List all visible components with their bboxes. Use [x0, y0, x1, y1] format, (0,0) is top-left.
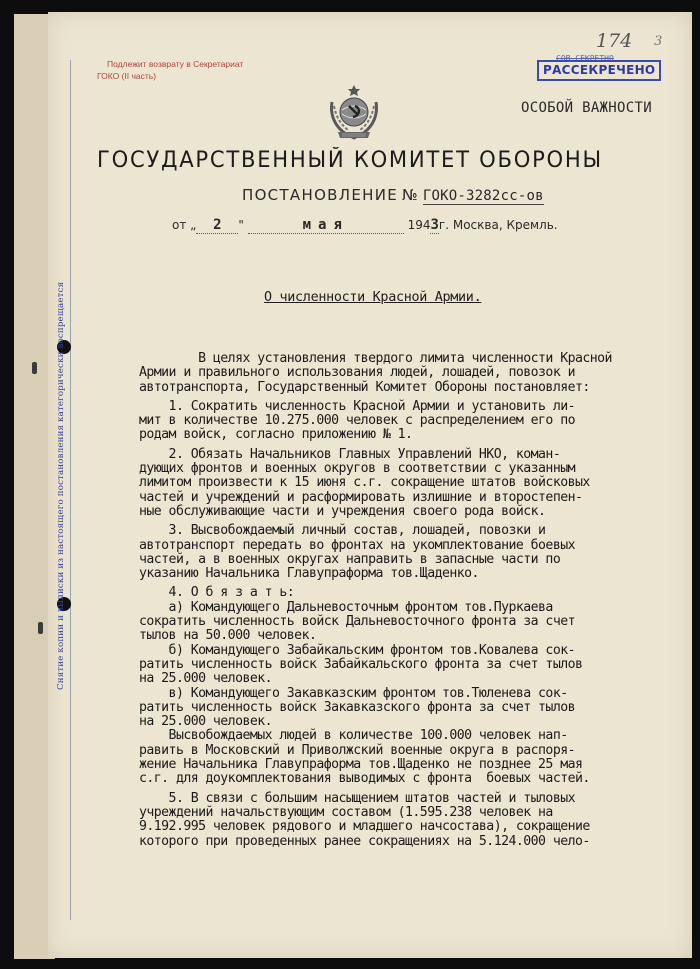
margin-line [70, 60, 71, 920]
return-note [97, 58, 243, 82]
body-line: на 25.000 человек. [139, 714, 273, 730]
struck-secrecy-stamp: СОВ.СЕКРЕТНО [556, 54, 614, 63]
date-prefix: от [172, 218, 187, 232]
body-line: которого при проведенных ранее сокращениях на 5.124.000 чело- [139, 833, 590, 849]
year-digit: 3 [430, 217, 439, 233]
body-line: а) Командующего Дальневосточным фронтом тов.Пуркаева [139, 599, 553, 615]
body-line: лимитом произвести к 15 июня с.г. сокращение штатов войсковых [139, 475, 590, 491]
body-line: мит в количестве 10.275.000 человек с распределением его по [139, 413, 575, 429]
body-line: 2. Обязать Начальников Главных Управлений НКО, коман- [139, 446, 561, 462]
date-line [172, 217, 558, 234]
archive-page-mark: 3 [654, 34, 663, 49]
open-quote: „ [190, 218, 197, 232]
body-line: 3. Высвобождаемый личный состав, лошадей, повозки и [139, 523, 546, 539]
decree-number: ГОКО-3282сс-ов [422, 188, 544, 204]
binding-clip [32, 362, 37, 374]
return-note-line: Подлежит возврату в Секретариат [107, 59, 244, 69]
body-line: автотранспорта, Государственный Комитет Обороны постановляет: [139, 379, 590, 395]
body-line: В целях установления твердого лимита численности Красной [139, 351, 612, 366]
decree-subject: О численности Красной Армии. [264, 290, 482, 305]
body-line: жение Начальника Главупраформа тов.Щаденко не позднее 25 мая [139, 757, 583, 773]
state-emblem-icon [324, 80, 384, 142]
declassified-stamp: РАССЕКРЕЧЕНО [537, 60, 661, 81]
body-line: Высвобождаемых людей в количестве 100.000 человек нап- [139, 728, 568, 744]
body-line: сократить численность войск Дальневосточного фронта за счет [139, 614, 575, 630]
importance-label: ОСОБОЙ ВАЖНОСТИ [521, 100, 652, 116]
body-line: 4. О б я з а т ь: [139, 585, 295, 601]
body-line: автотранспорт передать во фронтах на укомплектование боевых [139, 537, 575, 553]
body-line: родам войск, согласно приложению № 1. [139, 427, 413, 443]
body-line: учреждений начальствующим составом (1.595.238 человек на [139, 804, 553, 820]
body-line: частей, а в военных округах направить в запасные части по [139, 551, 561, 567]
body-line: в) Командующего Закавказским фронтом тов.Тюленева сок- [139, 685, 568, 701]
body-line: 5. В связи с большим насыщением штатов частей и тыловых [139, 790, 575, 806]
copy-prohibition-note: Снятие копии и выписки из настоящего постановления категорически воспрещается [56, 281, 66, 690]
number-sign: № [402, 186, 419, 204]
body-line: на 25.000 человек. [139, 671, 273, 687]
year-prefix: 194 [407, 218, 431, 232]
decree-label: ПОСТАНОВЛЕНИЕ [242, 186, 398, 204]
committee-title: ГОСУДАРСТВЕННЫЙ КОМИТЕТ ОБОРОНЫ [97, 148, 603, 173]
body-line: Армии и правильного использования людей, лошадей, повозок и [139, 365, 575, 381]
body-line: ратить численность войск Забайкальского фронта за счет тылов [139, 656, 583, 672]
decree-header [242, 186, 544, 204]
date-suffix: г. Москва, Кремль. [438, 218, 558, 232]
body-line: тылов на 50.000 человек. [139, 628, 317, 644]
body-line: частей и учреждений и расформировать излишние и второстепен- [139, 489, 583, 505]
body-line: дующих фронтов и военных округов в соответствии с указанным [139, 461, 575, 477]
archive-page-number: 174 [596, 30, 633, 52]
decree-body [139, 352, 687, 849]
binding-clip [38, 622, 43, 634]
body-line: ратить численность войск Закавказского фронта за счет тылов [139, 699, 575, 715]
body-line: указанию Начальника Главупраформа тов.Щаденко. [139, 566, 479, 582]
date-day: 2 [196, 217, 238, 234]
date-month: мая [248, 217, 404, 234]
body-line: ные обслуживающие части и учреждения своего рода войск. [139, 503, 546, 519]
return-note-line: ГОКО (II часть) [97, 71, 157, 81]
body-line: с.г. для доукомплектования выводимых с фронта боевых частей. [139, 771, 590, 787]
body-line: 1. Сократить численность Красной Армии и установить ли- [139, 398, 575, 414]
body-line: равить в Московский и Приволжский военные округа в распоря- [139, 742, 575, 758]
body-line: 9.192.995 человек рядового и младшего начсостава), сокращение [139, 819, 590, 835]
body-line: б) Командующего Забайкальским фронтом тов.Ковалева сок- [139, 642, 575, 658]
close-quote: " [238, 218, 244, 232]
